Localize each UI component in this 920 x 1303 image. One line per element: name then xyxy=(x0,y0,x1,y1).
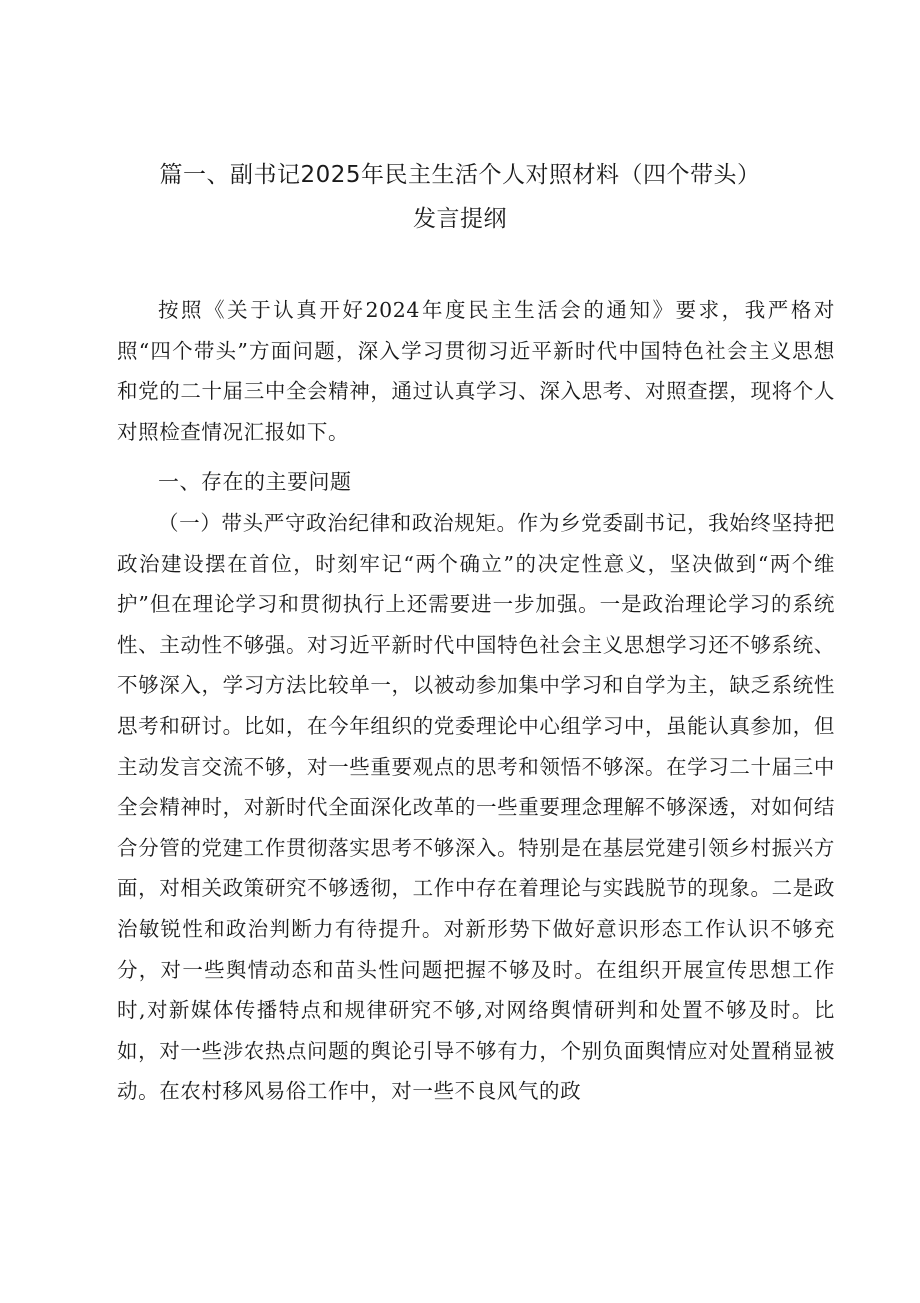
document-subtitle: 发言提纲 xyxy=(413,206,507,232)
intro-paragraph: 按照《关于认真开好2024年度民主生活会的通知》要求，我严格对照“四个带头”方面问题，深入学习贯彻习近平新时代中国特色社会主义思想和党的二十届三中全会精神，通过认真学习、深入思考、对照查摆，现将个人对照检查情况汇报如下。 xyxy=(117,298,835,444)
subsection-paragraph: （一）带头严守政治纪律和政治规矩。作为乡党委副书记，我始终坚持把政治建设摆在首位，时刻牢记“两个确立”的决定性意义，坚决做到“两个维护”但在理论学习和贯彻执行上还需要进一步加强。一是政治理论学习的系统性、主动性不够强。对习近平新时代中国特色社会主义思想学习还不够系统、不够深入，学习方法比较单一，以被动参加集中学习和自学为主，缺乏系统性思考和研讨。比如，在今年组织的党委理论中心组学习中，虽能认真参加，但主动发言交流不够，对一些重要观点的思考和领悟不够深。在学习二十届三中全会精神时，对新时代全面深化改革的一些重要理念理解不够深透，对如何结合分管的党建工作贯彻落实思考不够深入。特别是在基层党建引领乡村振兴方面，对相关政策研究不够透彻，工作中存在着理论与实践脱节的现象。二是政治敏锐性和政治判断力有待提升。对新形势下做好意识形态工作认识不够充分，对一些舆情动态和苗头性问题把握不够及时。在组织开展宣传思想工作时,对新媒体传播特点和规律研究不够,对网络舆情研判和处置不够及时。比如，对一些涉农热点问题的舆论引导不够有力，个别负面舆情应对处置稍显被动。在农村移风易俗工作中，对一些不良风气的政 xyxy=(117,511,835,1104)
section-heading: 一、存在的主要问题 xyxy=(158,470,352,494)
document-title: 篇一、副书记2025年民主生活个人对照材料（四个带头） xyxy=(159,162,761,188)
